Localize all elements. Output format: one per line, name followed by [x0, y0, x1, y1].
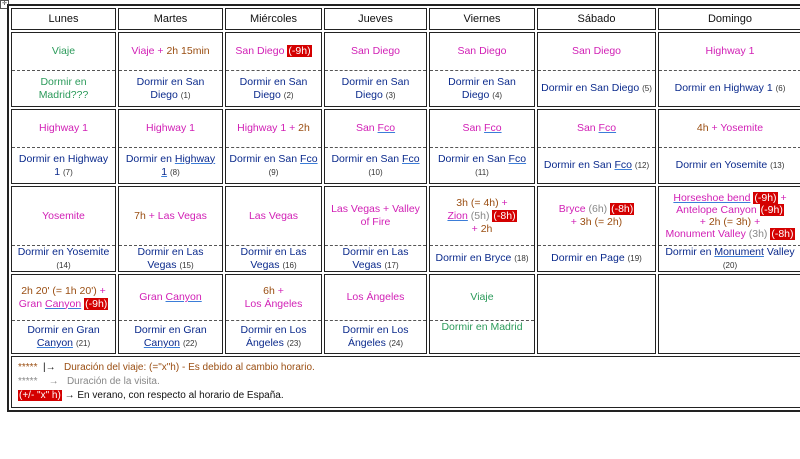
day-cell[interactable] [429, 109, 535, 184]
travel-time: 7h [134, 209, 146, 222]
time-offset-badge: (-9h) [760, 204, 783, 216]
sleep-text: Dormir en Highway 1 [18, 152, 109, 178]
plus-sign: + [570, 216, 580, 228]
legend-bar: | [43, 362, 46, 373]
day-number: (12) [634, 161, 650, 170]
activity-text: Viaje [470, 291, 494, 303]
travel-time: 4h [696, 122, 709, 134]
day-cell[interactable] [429, 274, 535, 354]
travel-time: 2h (= 3h) [708, 216, 752, 228]
time-offset-badge: (-8h) [611, 203, 634, 215]
day-number: (11) [475, 167, 489, 177]
day-number: (21) [75, 339, 91, 348]
day-number: (17) [384, 260, 399, 270]
day-cell[interactable] [537, 32, 656, 107]
place-link: Horseshoe bend [673, 192, 751, 204]
sleep-text: Dormir en Yosemite [675, 159, 768, 171]
activity-text: Viaje + [131, 45, 167, 57]
plus-sign: + [699, 216, 709, 228]
header-row [11, 8, 800, 30]
plus-sign: + [498, 196, 508, 209]
sleep-text: Dormir en Gran [27, 324, 100, 336]
day-cell[interactable] [118, 186, 223, 272]
arrow-icon: → [48, 376, 59, 387]
travel-time: 2h [480, 222, 493, 235]
activity-text: San Diego [457, 45, 507, 57]
day-cell[interactable] [118, 109, 223, 184]
activity-text: San [462, 122, 485, 134]
sleep-text: Dormir en [125, 152, 172, 165]
activity-text: Los Ángeles [244, 297, 303, 310]
legend-marker: ***** [18, 362, 38, 373]
arrow-icon: → [64, 390, 75, 401]
day-number: (5) [642, 84, 652, 93]
day-cell[interactable] [225, 186, 322, 272]
day-cell[interactable] [11, 274, 116, 354]
sleep-text: Dormir en San [437, 152, 509, 165]
activity-text: Las Vegas + Valley of Fire [331, 203, 420, 228]
sleep-text: Dormir en Gran [134, 324, 207, 336]
travel-time: 2h [298, 122, 310, 134]
legend-text: En verano, con respecto al horario de España. [77, 390, 284, 401]
day-number: (24) [388, 339, 404, 348]
move-handle-icon[interactable]: ✛ [1, 1, 8, 7]
activity-text: Yosemite [42, 209, 85, 222]
day-cell[interactable] [537, 109, 656, 184]
day-cell[interactable] [429, 32, 535, 107]
day-cell[interactable] [658, 32, 800, 107]
day-cell[interactable] [225, 109, 322, 184]
day-number: (19) [627, 254, 642, 263]
plus-sign: + [274, 284, 284, 297]
plus-sign: + [471, 222, 481, 235]
place-link: Monument [714, 245, 764, 258]
header-miercoles: Miércoles [225, 8, 322, 30]
header-sabado: Sábado [537, 8, 656, 30]
day-number: (18) [514, 254, 529, 263]
legend-row [11, 356, 800, 408]
sleep-text: Dormir en San Diego [341, 75, 410, 101]
place-link: Fco [484, 122, 502, 134]
visit-duration: (3h) [745, 228, 771, 240]
time-offset-badge: (-8h) [493, 209, 516, 222]
week-row-1 [11, 32, 800, 107]
legend [11, 356, 800, 408]
travel-time: 2h 20' (= 1h 20') [21, 284, 97, 297]
day-number: (15) [179, 260, 194, 270]
header-martes: Martes [118, 8, 223, 30]
activity-text: Highway 1 [705, 45, 755, 57]
day-cell[interactable] [658, 186, 800, 272]
place-link: Canyon [44, 297, 82, 310]
day-number: (9) [268, 167, 279, 177]
travel-time: 3h (= 4h) [456, 196, 499, 209]
time-offset-badge: (-9h) [288, 45, 311, 57]
day-cell[interactable] [118, 274, 223, 354]
sleep-text: Dormir en Las Vegas [240, 245, 307, 271]
sleep-text: Dormir en Las Vegas [342, 245, 409, 271]
day-cell[interactable] [658, 109, 800, 184]
activity-text: Gran [139, 291, 166, 303]
sleep-text: Dormir en Page [551, 252, 625, 264]
week-row-4 [11, 274, 800, 354]
week-row-3 [11, 186, 800, 272]
itinerary-table [7, 4, 800, 412]
sleep-text: Dormir en Highway 1 [674, 82, 773, 94]
header-jueves: Jueves [324, 8, 427, 30]
sleep-text: Dormir en San Diego [448, 75, 516, 101]
place-link: Canyon [36, 337, 74, 349]
activity-text: Las Vegas [248, 209, 299, 222]
time-offset-badge: (-9h) [85, 297, 108, 310]
day-cell[interactable] [11, 186, 116, 272]
sleep-text: Dormir en Madrid [441, 321, 523, 333]
day-cell[interactable] [429, 186, 535, 272]
day-number: (16) [282, 260, 297, 270]
travel-time: 3h (= 2h) [579, 216, 623, 228]
sleep-text: Dormir en [665, 245, 715, 258]
sleep-text: Dormir en Los Ángeles [342, 324, 409, 349]
day-number: (4) [492, 90, 503, 100]
activity-text: Viaje [51, 45, 76, 57]
sleep-text: Valley [763, 245, 795, 258]
day-number: (3) [385, 90, 396, 100]
place-link: Canyon [165, 291, 202, 303]
sleep-text: Dormir en Bryce [435, 252, 512, 264]
day-number: (10) [368, 167, 383, 177]
day-cell[interactable] [324, 109, 427, 184]
travel-time: 6h [263, 284, 275, 297]
day-cell[interactable] [225, 274, 322, 354]
place-link: Fco [508, 152, 527, 165]
activity-text: Highway 1 + [237, 122, 299, 134]
activity-text: San Diego [350, 45, 401, 57]
place-link: Fco [402, 152, 420, 165]
place-link: Canyon [143, 337, 181, 349]
legend-travel [18, 361, 795, 375]
time-offset-badge: (+/- "x" h) [19, 390, 61, 401]
sleep-text: Dormir en Madrid??? [38, 75, 89, 101]
day-cell[interactable] [324, 32, 427, 107]
day-number: (23) [286, 339, 302, 348]
day-number: (6) [775, 84, 786, 93]
legend-text: - Es debido al cambio horario. [181, 362, 315, 373]
sleep-text: Dormir en San [229, 152, 298, 165]
legend-visit [18, 375, 795, 389]
time-offset-badge: (-9h) [754, 192, 777, 204]
day-cell[interactable] [11, 32, 116, 107]
header-viernes: Viernes [429, 8, 535, 30]
sleep-text: Dormir en San Diego [541, 82, 640, 94]
arrow-icon: → [45, 362, 56, 373]
visit-duration: (6h) [585, 203, 611, 215]
activity-text: Antelope Canyon [676, 204, 757, 216]
sleep-text: Dormir en San Diego [136, 75, 205, 101]
day-cell[interactable] [11, 109, 116, 184]
activity-text: Monument Valley [665, 228, 746, 240]
activity-text: San [576, 122, 599, 134]
place-link: Fco [614, 159, 632, 171]
day-number: (14) [56, 260, 71, 270]
activity-text: + Yosemite [708, 122, 764, 134]
place-link: Zion [447, 209, 468, 222]
day-number: (1) [180, 90, 191, 100]
place-link: Fco [300, 152, 318, 165]
day-cell[interactable] [225, 32, 322, 107]
legend-text: Duración del viaje: (="x"h) [63, 362, 182, 373]
sleep-text: Dormir en San [543, 159, 615, 171]
day-number: (8) [169, 167, 180, 177]
day-number: (13) [770, 161, 785, 170]
travel-time: 2h 15min [166, 45, 210, 57]
legend-marker: ***** [18, 376, 38, 387]
sleep-text: Dormir en Yosemite [17, 245, 110, 258]
legend-offset [18, 389, 795, 403]
activity-text: Bryce [558, 203, 586, 215]
day-number: (20) [722, 260, 738, 270]
day-cell[interactable] [324, 186, 427, 272]
activity-text: Highway 1 [145, 122, 196, 134]
plus-sign: + [751, 216, 761, 228]
header-domingo: Domingo [658, 8, 800, 30]
activity-text: Gran [18, 297, 45, 310]
sleep-text: Dormir en San [331, 152, 403, 165]
day-number: (2) [283, 90, 294, 100]
sleep-text: Dormir en Los Ángeles [240, 324, 307, 349]
empty-day-cell[interactable] [537, 274, 656, 354]
activity-text: San Diego [571, 45, 622, 57]
visit-duration: (5h) [467, 209, 493, 222]
day-cell[interactable] [537, 186, 656, 272]
legend-text: Duración de la visita. [66, 376, 160, 387]
place-link: Fco [377, 122, 396, 134]
day-number: (7) [62, 167, 73, 177]
plus-sign: + [777, 192, 787, 204]
activity-text: San [355, 122, 378, 134]
place-link: Fco [598, 122, 617, 134]
sleep-text: Dormir en San Diego [239, 75, 308, 101]
activity-text: San Diego [235, 45, 285, 57]
activity-text: Highway 1 [38, 122, 89, 134]
day-cell[interactable] [118, 32, 223, 107]
header-lunes: Lunes [11, 8, 116, 30]
activity-text: Los Ángeles [346, 291, 405, 303]
day-number: (22) [182, 339, 198, 348]
plus-sign: + [96, 284, 106, 297]
sleep-text: Dormir en Las Vegas [137, 245, 204, 271]
day-cell[interactable] [324, 274, 427, 354]
time-offset-badge: (-8h) [771, 228, 794, 240]
place-link: Highway 1 [161, 152, 216, 178]
week-row-2 [11, 109, 800, 184]
activity-text: + Las Vegas [145, 209, 207, 222]
empty-day-cell[interactable] [658, 274, 800, 354]
